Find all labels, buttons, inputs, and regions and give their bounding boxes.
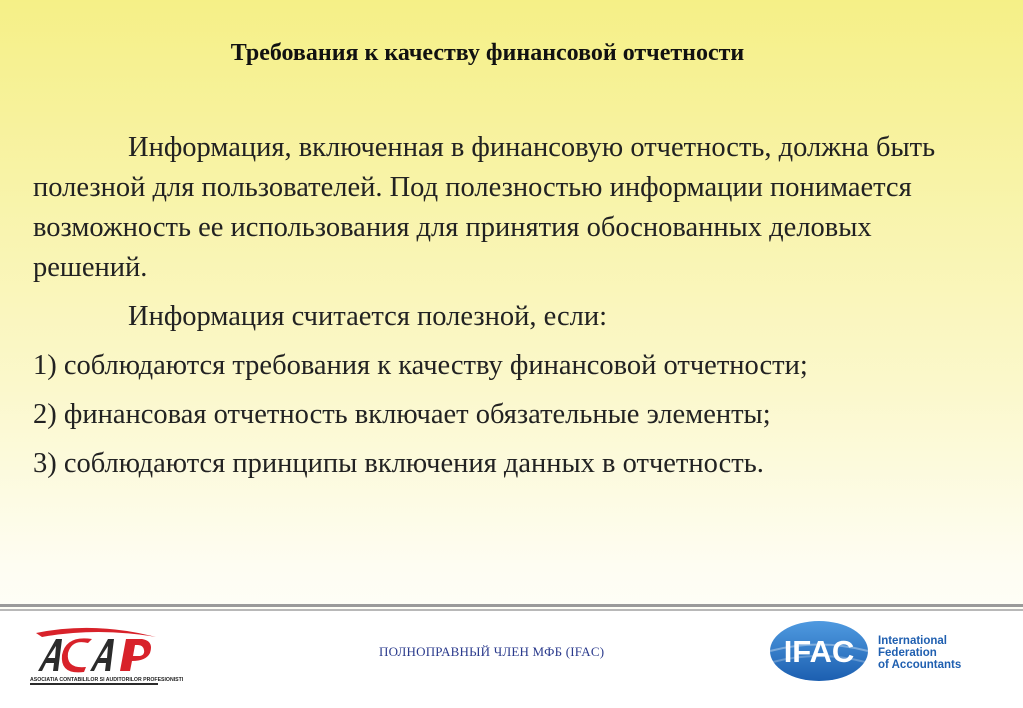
paragraph-usefulness: Информация, включенная в финансовую отчетность, должна быть полезной для пользователей. Под полезностью информации понимается возможность ее использования для принятия обоснованных деловых решений. bbox=[33, 132, 936, 283]
paragraph-conditions-intro: Информация считается полезной, если: bbox=[128, 301, 608, 332]
ifac-name bbox=[878, 635, 961, 671]
ifac-logo-mark: IFAC bbox=[783, 634, 855, 669]
footer-divider-top bbox=[0, 604, 1023, 607]
acap-logo-subtext: ASOCIATIA CONTABILILOR SI AUDITORILOR PROFESIONISTI bbox=[30, 677, 184, 683]
list-item-1: 1) соблюдаются требования к качеству финансовой отчетности; bbox=[33, 350, 808, 381]
slide-title: Требования к качеству финансовой отчетности bbox=[230, 40, 745, 66]
ifac-name-line2: Federation bbox=[878, 647, 937, 659]
slide-body bbox=[33, 128, 983, 493]
list-item-2: 2) финансовая отчетность включает обязательные элементы; bbox=[33, 399, 771, 430]
acap-logo bbox=[28, 625, 184, 687]
ifac-name-line3: of Accountants bbox=[878, 659, 962, 671]
list-item-3: 3) соблюдаются принципы включения данных в отчетность. bbox=[33, 448, 764, 479]
ifac-name-line1: International bbox=[878, 635, 948, 647]
member-text: ПОЛНОПРАВНЫЙ ЧЛЕН МФБ (IFAC) bbox=[379, 644, 605, 659]
